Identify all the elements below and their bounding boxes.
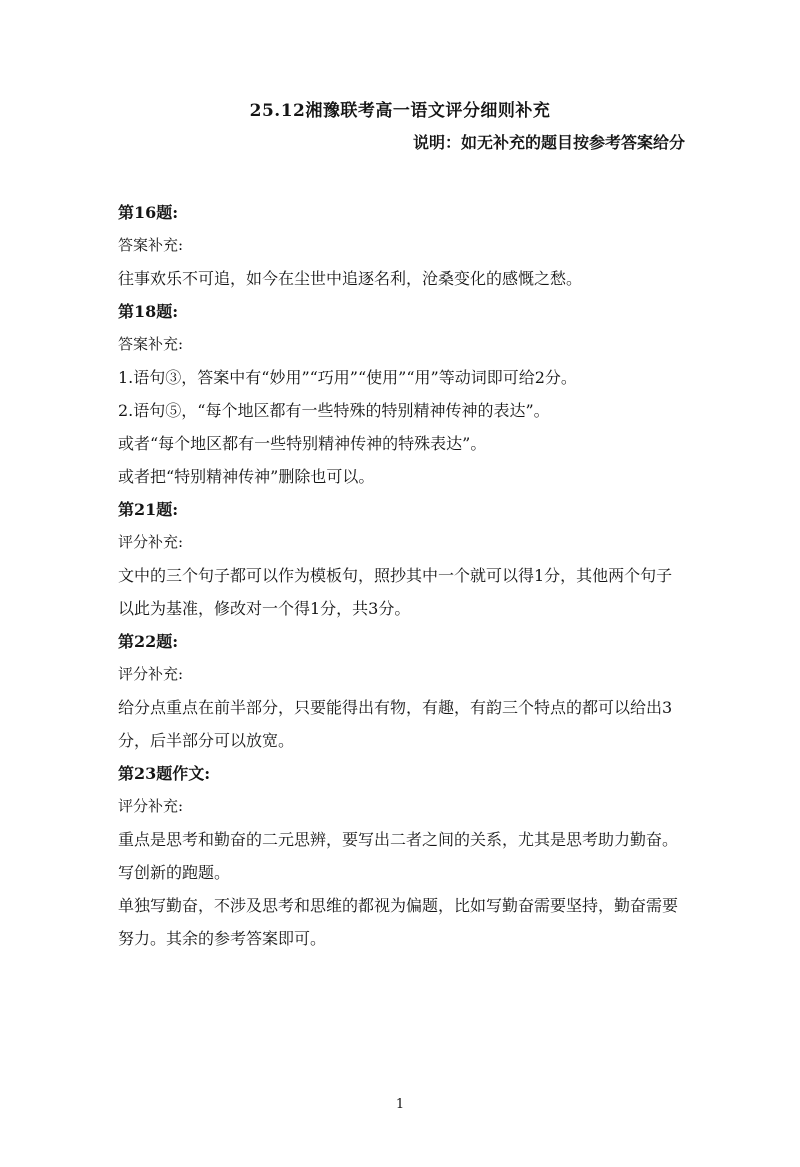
section-line: 重点是思考和勤奋的二元思辨，要写出二者之间的关系，尤其是思考助力勤奋。 — [118, 830, 679, 849]
document-title: 25.12湘豫联考高一语文评分细则补充 — [249, 101, 551, 121]
section-label: 答案补充: — [118, 236, 184, 254]
section-q21 — [118, 493, 688, 625]
section-line: 单独写勤奋，不涉及思考和思维的都视为偏题，比如写勤奋需要坚持，勤奋需要 — [118, 896, 679, 915]
section-heading: 第16题: — [118, 203, 179, 222]
section-heading: 第18题: — [118, 302, 179, 321]
section-label: 评分补充: — [118, 665, 184, 683]
section-line: 1.语句③，答案中有“妙用”“巧用”“使用”“用”等动词即可给2分。 — [118, 368, 577, 387]
section-line: 努力。其余的参考答案即可。 — [118, 929, 327, 948]
section-q16 — [118, 196, 688, 295]
section-heading: 第23题作文: — [118, 764, 211, 783]
document-note: 说明：如无补充的题目按参考答案给分 — [412, 133, 685, 152]
section-line: 文中的三个句子都可以作为模板句，照抄其中一个就可以得1分，其他两个句子 — [118, 566, 673, 585]
section-line: 给分点重点在前半部分，只要能得出有物，有趣，有韵三个特点的都可以给出3 — [118, 698, 673, 717]
section-heading: 第22题: — [118, 632, 179, 651]
section-q23 — [118, 757, 688, 955]
section-line: 2.语句⑤，“每个地区都有一些特殊的特别精神传神的表达”。 — [118, 401, 550, 420]
section-q18 — [118, 295, 688, 493]
section-label: 答案补充: — [118, 335, 184, 353]
section-label: 评分补充: — [118, 533, 184, 551]
section-line: 分，后半部分可以放宽。 — [118, 731, 295, 750]
section-line: 往事欢乐不可追，如今在尘世中追逐名利，沧桑变化的感慨之愁。 — [118, 269, 583, 288]
section-heading: 第21题: — [118, 500, 179, 519]
section-q22 — [118, 625, 688, 757]
section-line: 或者“每个地区都有一些特别精神传神的特殊表达”。 — [118, 434, 487, 453]
section-line: 以此为基准，修改对一个得1分，共3分。 — [118, 599, 411, 618]
section-line: 写创新的跑题。 — [118, 863, 231, 882]
section-label: 评分补充: — [118, 797, 184, 815]
document-body — [118, 196, 688, 955]
page-number: 1 — [395, 1097, 405, 1112]
section-line: 或者把“特别精神传神”删除也可以。 — [118, 467, 375, 486]
